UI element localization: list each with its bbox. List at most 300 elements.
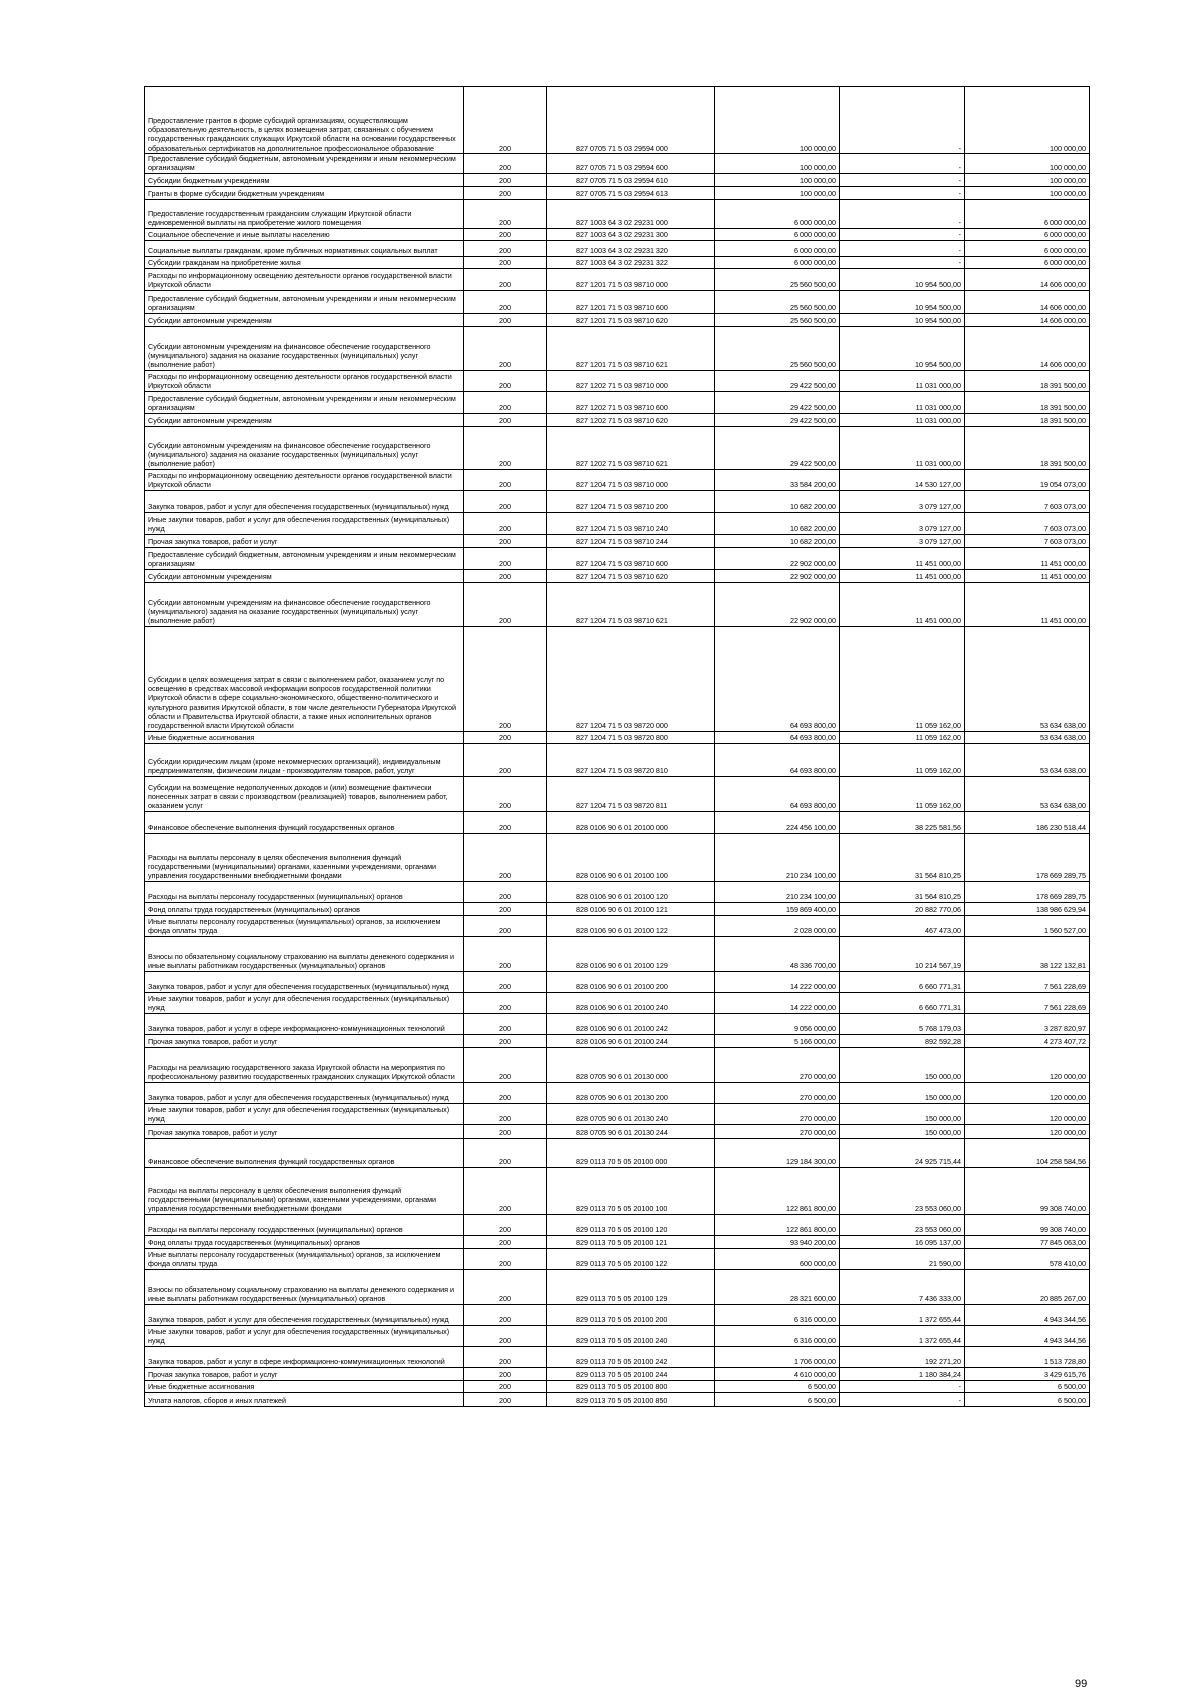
row-line-code-cell: 200 — [464, 326, 547, 370]
row-budget-code-cell: 829 0113 70 5 05 20100 850 — [547, 1392, 715, 1406]
row-unexecuted-cell: 53 634 638,00 — [965, 743, 1090, 776]
table-row — [145, 1304, 1090, 1325]
row-unexecuted-cell: 120 000,00 — [965, 1103, 1090, 1124]
row-budget-code-cell: 827 1204 71 5 03 98720 810 — [547, 743, 715, 776]
row-approved-cell: 64 693 800,00 — [715, 776, 840, 811]
table-row — [145, 971, 1090, 992]
table-row — [145, 1346, 1090, 1367]
row-unexecuted-cell: 7 603 073,00 — [965, 534, 1090, 547]
row-executed-cell: 6 660 771,31 — [840, 992, 965, 1013]
table-row — [145, 1013, 1090, 1034]
table-row — [145, 1380, 1090, 1392]
row-line-code-cell: 200 — [464, 1082, 547, 1103]
row-budget-code-cell: 827 1202 71 5 03 98710 620 — [547, 413, 715, 426]
row-line-code-cell: 200 — [464, 833, 547, 881]
row-budget-code-cell: 829 0113 70 5 05 20100 240 — [547, 1325, 715, 1346]
row-name-cell: Предоставление субсидий бюджетным, автономным учреждениям и иным некоммерческим организациям — [145, 154, 464, 174]
row-unexecuted-cell: 99 308 740,00 — [965, 1167, 1090, 1214]
table-row — [145, 1367, 1090, 1380]
row-name-cell: Взносы по обязательному социальному страхованию на выплаты денежного содержания и иные выплаты работникам государственных (муниципальных) органов — [145, 1269, 464, 1304]
row-unexecuted-cell: 120 000,00 — [965, 1124, 1090, 1138]
row-executed-cell: - — [840, 1380, 965, 1392]
row-executed-cell: 892 592,28 — [840, 1034, 965, 1047]
row-line-code-cell: 200 — [464, 426, 547, 469]
row-unexecuted-cell: 6 500,00 — [965, 1392, 1090, 1406]
row-name-cell: Финансовое обеспечение выполнения функций государственных органов — [145, 811, 464, 833]
row-budget-code-cell: 827 1204 71 5 03 98720 811 — [547, 776, 715, 811]
row-approved-cell: 100 000,00 — [715, 173, 840, 186]
row-executed-cell: - — [840, 87, 965, 154]
row-budget-code-cell: 828 0705 90 6 01 20130 244 — [547, 1124, 715, 1138]
row-approved-cell: 122 861 800,00 — [715, 1214, 840, 1235]
row-line-code-cell: 200 — [464, 186, 547, 199]
row-budget-code-cell: 827 0705 71 5 03 29594 000 — [547, 87, 715, 154]
row-unexecuted-cell: 178 669 289,75 — [965, 833, 1090, 881]
row-approved-cell: 600 000,00 — [715, 1248, 840, 1269]
row-unexecuted-cell: 6 000 000,00 — [965, 199, 1090, 228]
row-budget-code-cell: 827 0705 71 5 03 29594 600 — [547, 154, 715, 174]
row-budget-code-cell: 827 1204 71 5 03 98710 621 — [547, 582, 715, 626]
table-row — [145, 1248, 1090, 1269]
row-approved-cell: 6 000 000,00 — [715, 199, 840, 228]
row-name-cell: Субсидии гражданам на приобретение жилья — [145, 256, 464, 268]
page-number: 99 — [1075, 1678, 1088, 1690]
table-row — [145, 256, 1090, 268]
row-executed-cell: - — [840, 240, 965, 256]
row-executed-cell: 23 553 060,00 — [840, 1214, 965, 1235]
table-row — [145, 391, 1090, 413]
table-row — [145, 1325, 1090, 1346]
table-body — [145, 87, 1090, 1407]
row-budget-code-cell: 829 0113 70 5 05 20100 244 — [547, 1367, 715, 1380]
row-line-code-cell: 200 — [464, 971, 547, 992]
row-line-code-cell: 200 — [464, 743, 547, 776]
row-approved-cell: 129 184 300,00 — [715, 1138, 840, 1167]
row-name-cell: Расходы на выплаты персоналу в целях обеспечения выполнения функций государственными (муниципальными) органами, казенными учреждениями, органами управления государственными внебюджетными фондами — [145, 833, 464, 881]
row-name-cell: Субсидии автономным учреждениям — [145, 313, 464, 326]
row-budget-code-cell: 827 1202 71 5 03 98710 000 — [547, 370, 715, 391]
row-name-cell: Иные бюджетные ассигнования — [145, 1380, 464, 1392]
row-line-code-cell: 200 — [464, 469, 547, 490]
table-row — [145, 186, 1090, 199]
row-budget-code-cell: 827 1204 71 5 03 98710 200 — [547, 490, 715, 512]
row-line-code-cell: 200 — [464, 1138, 547, 1167]
row-name-cell: Субсидии юридическим лицам (кроме некоммерческих организаций), индивидуальным предпринимателям, физическим лицам - производителям товаров, работ, услуг — [145, 743, 464, 776]
row-approved-cell: 6 000 000,00 — [715, 228, 840, 240]
row-line-code-cell: 200 — [464, 534, 547, 547]
budget-table-sheet — [144, 86, 1089, 1407]
row-unexecuted-cell: 100 000,00 — [965, 154, 1090, 174]
row-executed-cell: 10 954 500,00 — [840, 326, 965, 370]
row-budget-code-cell: 827 1204 71 5 03 98710 240 — [547, 512, 715, 534]
row-unexecuted-cell: 7 561 228,69 — [965, 971, 1090, 992]
row-name-cell: Иные закупки товаров, работ и услуг для обеспечения государственных (муниципальных) нужд — [145, 1103, 464, 1124]
row-executed-cell: - — [840, 199, 965, 228]
row-line-code-cell: 200 — [464, 1248, 547, 1269]
row-name-cell: Расходы на выплаты персоналу государственных (муниципальных) органов — [145, 881, 464, 902]
row-name-cell: Закупка товаров, работ и услуг для обеспечения государственных (муниципальных) нужд — [145, 490, 464, 512]
row-line-code-cell: 200 — [464, 902, 547, 915]
row-budget-code-cell: 827 1201 71 5 03 98710 000 — [547, 268, 715, 290]
row-approved-cell: 29 422 500,00 — [715, 426, 840, 469]
row-line-code-cell: 200 — [464, 256, 547, 268]
table-row — [145, 268, 1090, 290]
table-row — [145, 1167, 1090, 1214]
row-unexecuted-cell: 11 451 000,00 — [965, 582, 1090, 626]
row-unexecuted-cell: 3 287 820,97 — [965, 1013, 1090, 1034]
row-unexecuted-cell: 99 308 740,00 — [965, 1214, 1090, 1235]
row-unexecuted-cell: 6 000 000,00 — [965, 228, 1090, 240]
row-approved-cell: 22 902 000,00 — [715, 547, 840, 569]
row-executed-cell: 24 925 715,44 — [840, 1138, 965, 1167]
row-line-code-cell: 200 — [464, 1235, 547, 1248]
row-approved-cell: 100 000,00 — [715, 186, 840, 199]
row-approved-cell: 28 321 600,00 — [715, 1269, 840, 1304]
row-executed-cell: 7 436 333,00 — [840, 1269, 965, 1304]
row-budget-code-cell: 828 0106 90 6 01 20100 120 — [547, 881, 715, 902]
row-line-code-cell: 200 — [464, 154, 547, 174]
table-row — [145, 290, 1090, 313]
row-line-code-cell: 200 — [464, 915, 547, 936]
row-budget-code-cell: 828 0705 90 6 01 20130 240 — [547, 1103, 715, 1124]
table-row — [145, 776, 1090, 811]
row-name-cell: Субсидии автономным учреждениям на финансовое обеспечение государственного (муниципального) задания на оказание государственных (муниципальных) услуг (выполнение работ) — [145, 326, 464, 370]
row-line-code-cell: 200 — [464, 1013, 547, 1034]
row-approved-cell: 14 222 000,00 — [715, 971, 840, 992]
row-name-cell: Субсидии на возмещение недополученных доходов и (или) возмещение фактически понесенных затрат в связи с производством (реализацией) товаров, выполнением работ, оказанием услуг — [145, 776, 464, 811]
row-approved-cell: 64 693 800,00 — [715, 743, 840, 776]
row-executed-cell: - — [840, 186, 965, 199]
row-approved-cell: 100 000,00 — [715, 87, 840, 154]
table-row — [145, 413, 1090, 426]
row-unexecuted-cell: 53 634 638,00 — [965, 731, 1090, 743]
row-unexecuted-cell: 178 669 289,75 — [965, 881, 1090, 902]
row-name-cell: Иные закупки товаров, работ и услуг для обеспечения государственных (муниципальных) нужд — [145, 1325, 464, 1346]
row-line-code-cell: 200 — [464, 936, 547, 971]
row-executed-cell: - — [840, 173, 965, 186]
row-budget-code-cell: 828 0106 90 6 01 20100 200 — [547, 971, 715, 992]
row-unexecuted-cell: 7 603 073,00 — [965, 512, 1090, 534]
row-line-code-cell: 200 — [464, 1034, 547, 1047]
row-unexecuted-cell: 104 258 584,56 — [965, 1138, 1090, 1167]
row-unexecuted-cell: 120 000,00 — [965, 1082, 1090, 1103]
row-line-code-cell: 200 — [464, 1304, 547, 1325]
row-budget-code-cell: 828 0106 90 6 01 20100 121 — [547, 902, 715, 915]
row-executed-cell: 467 473,00 — [840, 915, 965, 936]
row-line-code-cell: 200 — [464, 582, 547, 626]
row-name-cell: Социальные выплаты гражданам, кроме публичных нормативных социальных выплат — [145, 240, 464, 256]
row-budget-code-cell: 827 1204 71 5 03 98710 600 — [547, 547, 715, 569]
row-approved-cell: 29 422 500,00 — [715, 391, 840, 413]
table-row — [145, 313, 1090, 326]
row-executed-cell: - — [840, 256, 965, 268]
table-row — [145, 731, 1090, 743]
row-executed-cell: - — [840, 1392, 965, 1406]
row-name-cell: Иные закупки товаров, работ и услуг для обеспечения государственных (муниципальных) нужд — [145, 992, 464, 1013]
row-executed-cell: 11 059 162,00 — [840, 743, 965, 776]
row-line-code-cell: 200 — [464, 1214, 547, 1235]
row-budget-code-cell: 827 0705 71 5 03 29594 610 — [547, 173, 715, 186]
row-approved-cell: 6 500,00 — [715, 1380, 840, 1392]
row-approved-cell: 25 560 500,00 — [715, 268, 840, 290]
row-line-code-cell: 200 — [464, 626, 547, 731]
row-budget-code-cell: 828 0106 90 6 01 20100 129 — [547, 936, 715, 971]
row-name-cell: Предоставление грантов в форме субсидий организациям, осуществляющим образовательную деятельность, в целях возмещения затрат, связанных с обучением государственных гражданских служащих Иркутской области на основании государственных образовательных сертификатов на дополнительное профессиональное образование — [145, 87, 464, 154]
row-name-cell: Гранты в форме субсидии бюджетным учреждениям — [145, 186, 464, 199]
row-executed-cell: 23 553 060,00 — [840, 1167, 965, 1214]
row-line-code-cell: 200 — [464, 240, 547, 256]
row-name-cell: Расходы на реализацию государственного заказа Иркутской области на мероприятия по профессиональному развитию государственных гражданских служащих Иркутской области — [145, 1047, 464, 1082]
row-unexecuted-cell: 19 054 073,00 — [965, 469, 1090, 490]
row-unexecuted-cell: 14 606 000,00 — [965, 268, 1090, 290]
row-unexecuted-cell: 4 943 344,56 — [965, 1304, 1090, 1325]
row-line-code-cell: 200 — [464, 413, 547, 426]
row-name-cell: Закупка товаров, работ и услуг в сфере информационно-коммуникационных технологий — [145, 1013, 464, 1034]
row-approved-cell: 4 610 000,00 — [715, 1367, 840, 1380]
row-approved-cell: 100 000,00 — [715, 154, 840, 174]
table-row — [145, 1103, 1090, 1124]
row-budget-code-cell: 829 0113 70 5 05 20100 121 — [547, 1235, 715, 1248]
row-unexecuted-cell: 14 606 000,00 — [965, 313, 1090, 326]
row-approved-cell: 270 000,00 — [715, 1047, 840, 1082]
table-row — [145, 490, 1090, 512]
row-executed-cell: 11 451 000,00 — [840, 569, 965, 582]
row-budget-code-cell: 829 0113 70 5 05 20100 120 — [547, 1214, 715, 1235]
row-executed-cell: 5 768 179,03 — [840, 1013, 965, 1034]
row-executed-cell: 14 530 127,00 — [840, 469, 965, 490]
row-line-code-cell: 200 — [464, 1367, 547, 1380]
row-name-cell: Субсидии автономным учреждениям на финансовое обеспечение государственного (муниципального) задания на оказание государственных (муниципальных) услуг (выполнение работ) — [145, 582, 464, 626]
row-budget-code-cell: 827 1003 64 3 02 29231 320 — [547, 240, 715, 256]
row-name-cell: Субсидии автономным учреждениям на финансовое обеспечение государственного (муниципального) задания на оказание государственных (муниципальных) услуг (выполнение работ) — [145, 426, 464, 469]
row-name-cell: Закупка товаров, работ и услуг в сфере информационно-коммуникационных технологий — [145, 1346, 464, 1367]
row-name-cell: Расходы на выплаты персоналу в целях обеспечения выполнения функций государственными (муниципальными) органами, казенными учреждениями, органами управления государственными внебюджетными фондами — [145, 1167, 464, 1214]
row-budget-code-cell: 827 1204 71 5 03 98710 000 — [547, 469, 715, 490]
row-line-code-cell: 200 — [464, 569, 547, 582]
row-executed-cell: 1 372 655,44 — [840, 1304, 965, 1325]
row-name-cell: Предоставление субсидий бюджетным, автономным учреждениям и иным некоммерческим организациям — [145, 391, 464, 413]
table-row — [145, 1124, 1090, 1138]
row-line-code-cell: 200 — [464, 290, 547, 313]
row-unexecuted-cell: 138 986 629,94 — [965, 902, 1090, 915]
row-line-code-cell: 200 — [464, 1047, 547, 1082]
row-budget-code-cell: 828 0106 90 6 01 20100 240 — [547, 992, 715, 1013]
table-row — [145, 833, 1090, 881]
row-approved-cell: 270 000,00 — [715, 1124, 840, 1138]
row-approved-cell: 64 693 800,00 — [715, 626, 840, 731]
row-executed-cell: 150 000,00 — [840, 1103, 965, 1124]
row-budget-code-cell: 829 0113 70 5 05 20100 200 — [547, 1304, 715, 1325]
row-approved-cell: 29 422 500,00 — [715, 370, 840, 391]
table-row — [145, 1269, 1090, 1304]
row-budget-code-cell: 828 0106 90 6 01 20100 000 — [547, 811, 715, 833]
row-budget-code-cell: 829 0113 70 5 05 20100 122 — [547, 1248, 715, 1269]
table-row — [145, 426, 1090, 469]
row-executed-cell: 10 954 500,00 — [840, 313, 965, 326]
row-approved-cell: 270 000,00 — [715, 1103, 840, 1124]
row-name-cell: Фонд оплаты труда государственных (муниципальных) органов — [145, 1235, 464, 1248]
table-row — [145, 547, 1090, 569]
row-line-code-cell: 200 — [464, 547, 547, 569]
row-unexecuted-cell: 100 000,00 — [965, 173, 1090, 186]
row-unexecuted-cell: 11 451 000,00 — [965, 547, 1090, 569]
row-name-cell: Субсидии автономным учреждениям — [145, 413, 464, 426]
row-unexecuted-cell: 14 606 000,00 — [965, 326, 1090, 370]
row-budget-code-cell: 827 1202 71 5 03 98710 621 — [547, 426, 715, 469]
row-line-code-cell: 200 — [464, 776, 547, 811]
row-approved-cell: 6 000 000,00 — [715, 256, 840, 268]
row-name-cell: Взносы по обязательному социальному страхованию на выплаты денежного содержания и иные выплаты работникам государственных (муниципальных) органов — [145, 936, 464, 971]
row-name-cell: Расходы по информационному освещению деятельности органов государственной власти Иркутской области — [145, 469, 464, 490]
row-line-code-cell: 200 — [464, 512, 547, 534]
row-name-cell: Финансовое обеспечение выполнения функций государственных органов — [145, 1138, 464, 1167]
table-row — [145, 1034, 1090, 1047]
row-approved-cell: 22 902 000,00 — [715, 582, 840, 626]
row-unexecuted-cell: 7 561 228,69 — [965, 992, 1090, 1013]
row-budget-code-cell: 829 0113 70 5 05 20100 242 — [547, 1346, 715, 1367]
row-executed-cell: 3 079 127,00 — [840, 512, 965, 534]
row-approved-cell: 6 316 000,00 — [715, 1325, 840, 1346]
row-executed-cell: 16 095 137,00 — [840, 1235, 965, 1248]
table-row — [145, 469, 1090, 490]
row-budget-code-cell: 827 1204 71 5 03 98720 000 — [547, 626, 715, 731]
row-name-cell: Предоставление государственным гражданским служащим Иркутской области единовременной выплаты на приобретение жилого помещения — [145, 199, 464, 228]
table-row — [145, 228, 1090, 240]
row-line-code-cell: 200 — [464, 1103, 547, 1124]
row-budget-code-cell: 828 0106 90 6 01 20100 100 — [547, 833, 715, 881]
row-line-code-cell: 200 — [464, 1167, 547, 1214]
row-approved-cell: 6 316 000,00 — [715, 1304, 840, 1325]
row-unexecuted-cell: 11 451 000,00 — [965, 569, 1090, 582]
row-unexecuted-cell: 6 000 000,00 — [965, 256, 1090, 268]
row-unexecuted-cell: 20 885 267,00 — [965, 1269, 1090, 1304]
table-row — [145, 992, 1090, 1013]
table-row — [145, 154, 1090, 174]
row-approved-cell: 159 869 400,00 — [715, 902, 840, 915]
table-row — [145, 534, 1090, 547]
row-name-cell: Закупка товаров, работ и услуг для обеспечения государственных (муниципальных) нужд — [145, 1082, 464, 1103]
row-name-cell: Иные закупки товаров, работ и услуг для обеспечения государственных (муниципальных) нужд — [145, 512, 464, 534]
row-name-cell: Закупка товаров, работ и услуг для обеспечения государственных (муниципальных) нужд — [145, 971, 464, 992]
row-executed-cell: 21 590,00 — [840, 1248, 965, 1269]
row-budget-code-cell: 829 0113 70 5 05 20100 000 — [547, 1138, 715, 1167]
row-executed-cell: 10 954 500,00 — [840, 268, 965, 290]
table-row — [145, 326, 1090, 370]
row-name-cell: Закупка товаров, работ и услуг для обеспечения государственных (муниципальных) нужд — [145, 1304, 464, 1325]
row-approved-cell: 25 560 500,00 — [715, 290, 840, 313]
row-executed-cell: 20 882 770,06 — [840, 902, 965, 915]
table-row — [145, 1082, 1090, 1103]
row-budget-code-cell: 827 1201 71 5 03 98710 620 — [547, 313, 715, 326]
row-unexecuted-cell: 6 000 000,00 — [965, 240, 1090, 256]
table-row — [145, 1214, 1090, 1235]
row-name-cell: Субсидии в целях возмещения затрат в связи с выполнением работ, оказанием услуг по освещению в средствах массовой информации вопросов государственной политики Иркутской области в сфере социально-экономического, общественно-политического и культурного развития Иркутской области, в том числе деятельности Губернатора Иркутской области и Правительства Иркутской области, а также иных исполнительных органов государственной власти Иркутской области — [145, 626, 464, 731]
row-budget-code-cell: 827 1202 71 5 03 98710 600 — [547, 391, 715, 413]
row-executed-cell: 1 372 655,44 — [840, 1325, 965, 1346]
row-executed-cell: 31 564 810,25 — [840, 833, 965, 881]
table-row — [145, 1392, 1090, 1406]
row-approved-cell: 9 056 000,00 — [715, 1013, 840, 1034]
row-name-cell: Иные выплаты персоналу государственных (муниципальных) органов, за исключением фонда оплаты труда — [145, 1248, 464, 1269]
row-line-code-cell: 200 — [464, 199, 547, 228]
row-line-code-cell: 200 — [464, 228, 547, 240]
row-line-code-cell: 200 — [464, 811, 547, 833]
row-unexecuted-cell: 7 603 073,00 — [965, 490, 1090, 512]
row-unexecuted-cell: 6 500,00 — [965, 1380, 1090, 1392]
table-row — [145, 936, 1090, 971]
table-row — [145, 569, 1090, 582]
row-approved-cell: 210 234 100,00 — [715, 881, 840, 902]
table-row — [145, 582, 1090, 626]
row-approved-cell: 10 682 200,00 — [715, 512, 840, 534]
row-name-cell: Уплата налогов, сборов и иных платежей — [145, 1392, 464, 1406]
table-row — [145, 512, 1090, 534]
row-budget-code-cell: 828 0106 90 6 01 20100 122 — [547, 915, 715, 936]
row-name-cell: Прочая закупка товаров, работ и услуг — [145, 1367, 464, 1380]
row-executed-cell: 11 031 000,00 — [840, 426, 965, 469]
row-approved-cell: 64 693 800,00 — [715, 731, 840, 743]
row-executed-cell: 10 214 567,19 — [840, 936, 965, 971]
row-line-code-cell: 200 — [464, 1392, 547, 1406]
row-line-code-cell: 200 — [464, 173, 547, 186]
row-line-code-cell: 200 — [464, 370, 547, 391]
row-unexecuted-cell: 186 230 518,44 — [965, 811, 1090, 833]
row-budget-code-cell: 829 0113 70 5 05 20100 100 — [547, 1167, 715, 1214]
row-unexecuted-cell: 53 634 638,00 — [965, 626, 1090, 731]
row-approved-cell: 25 560 500,00 — [715, 313, 840, 326]
row-unexecuted-cell: 4 943 344,56 — [965, 1325, 1090, 1346]
row-name-cell: Иные выплаты персоналу государственных (муниципальных) органов, за исключением фонда оплаты труда — [145, 915, 464, 936]
row-approved-cell: 33 584 200,00 — [715, 469, 840, 490]
table-row — [145, 743, 1090, 776]
row-budget-code-cell: 827 1204 71 5 03 98720 800 — [547, 731, 715, 743]
row-unexecuted-cell: 578 410,00 — [965, 1248, 1090, 1269]
row-approved-cell: 48 336 700,00 — [715, 936, 840, 971]
table-row — [145, 240, 1090, 256]
row-executed-cell: 11 031 000,00 — [840, 370, 965, 391]
row-executed-cell: 1 180 384,24 — [840, 1367, 965, 1380]
table-row — [145, 902, 1090, 915]
row-budget-code-cell: 828 0705 90 6 01 20130 000 — [547, 1047, 715, 1082]
table-row — [145, 199, 1090, 228]
budget-execution-table — [144, 86, 1090, 1407]
row-approved-cell: 5 166 000,00 — [715, 1034, 840, 1047]
row-name-cell: Предоставление субсидий бюджетным, автономным учреждениям и иным некоммерческим организациям — [145, 290, 464, 313]
row-budget-code-cell: 827 1201 71 5 03 98710 600 — [547, 290, 715, 313]
row-line-code-cell: 200 — [464, 268, 547, 290]
row-line-code-cell: 200 — [464, 1124, 547, 1138]
table-row — [145, 811, 1090, 833]
row-approved-cell: 6 500,00 — [715, 1392, 840, 1406]
row-executed-cell: 38 225 581,56 — [840, 811, 965, 833]
row-executed-cell: 11 031 000,00 — [840, 413, 965, 426]
row-budget-code-cell: 827 1201 71 5 03 98710 621 — [547, 326, 715, 370]
row-executed-cell: 11 059 162,00 — [840, 626, 965, 731]
row-budget-code-cell: 827 0705 71 5 03 29594 613 — [547, 186, 715, 199]
row-approved-cell: 29 422 500,00 — [715, 413, 840, 426]
row-unexecuted-cell: 4 273 407,72 — [965, 1034, 1090, 1047]
table-row — [145, 1235, 1090, 1248]
row-approved-cell: 93 940 200,00 — [715, 1235, 840, 1248]
row-unexecuted-cell: 53 634 638,00 — [965, 776, 1090, 811]
row-executed-cell: 11 059 162,00 — [840, 776, 965, 811]
row-executed-cell: 31 564 810,25 — [840, 881, 965, 902]
row-approved-cell: 270 000,00 — [715, 1082, 840, 1103]
row-approved-cell: 122 861 800,00 — [715, 1167, 840, 1214]
row-budget-code-cell: 827 1204 71 5 03 98710 244 — [547, 534, 715, 547]
row-unexecuted-cell: 100 000,00 — [965, 186, 1090, 199]
row-name-cell: Предоставление субсидий бюджетным, автономным учреждениям и иным некоммерческим организациям — [145, 547, 464, 569]
